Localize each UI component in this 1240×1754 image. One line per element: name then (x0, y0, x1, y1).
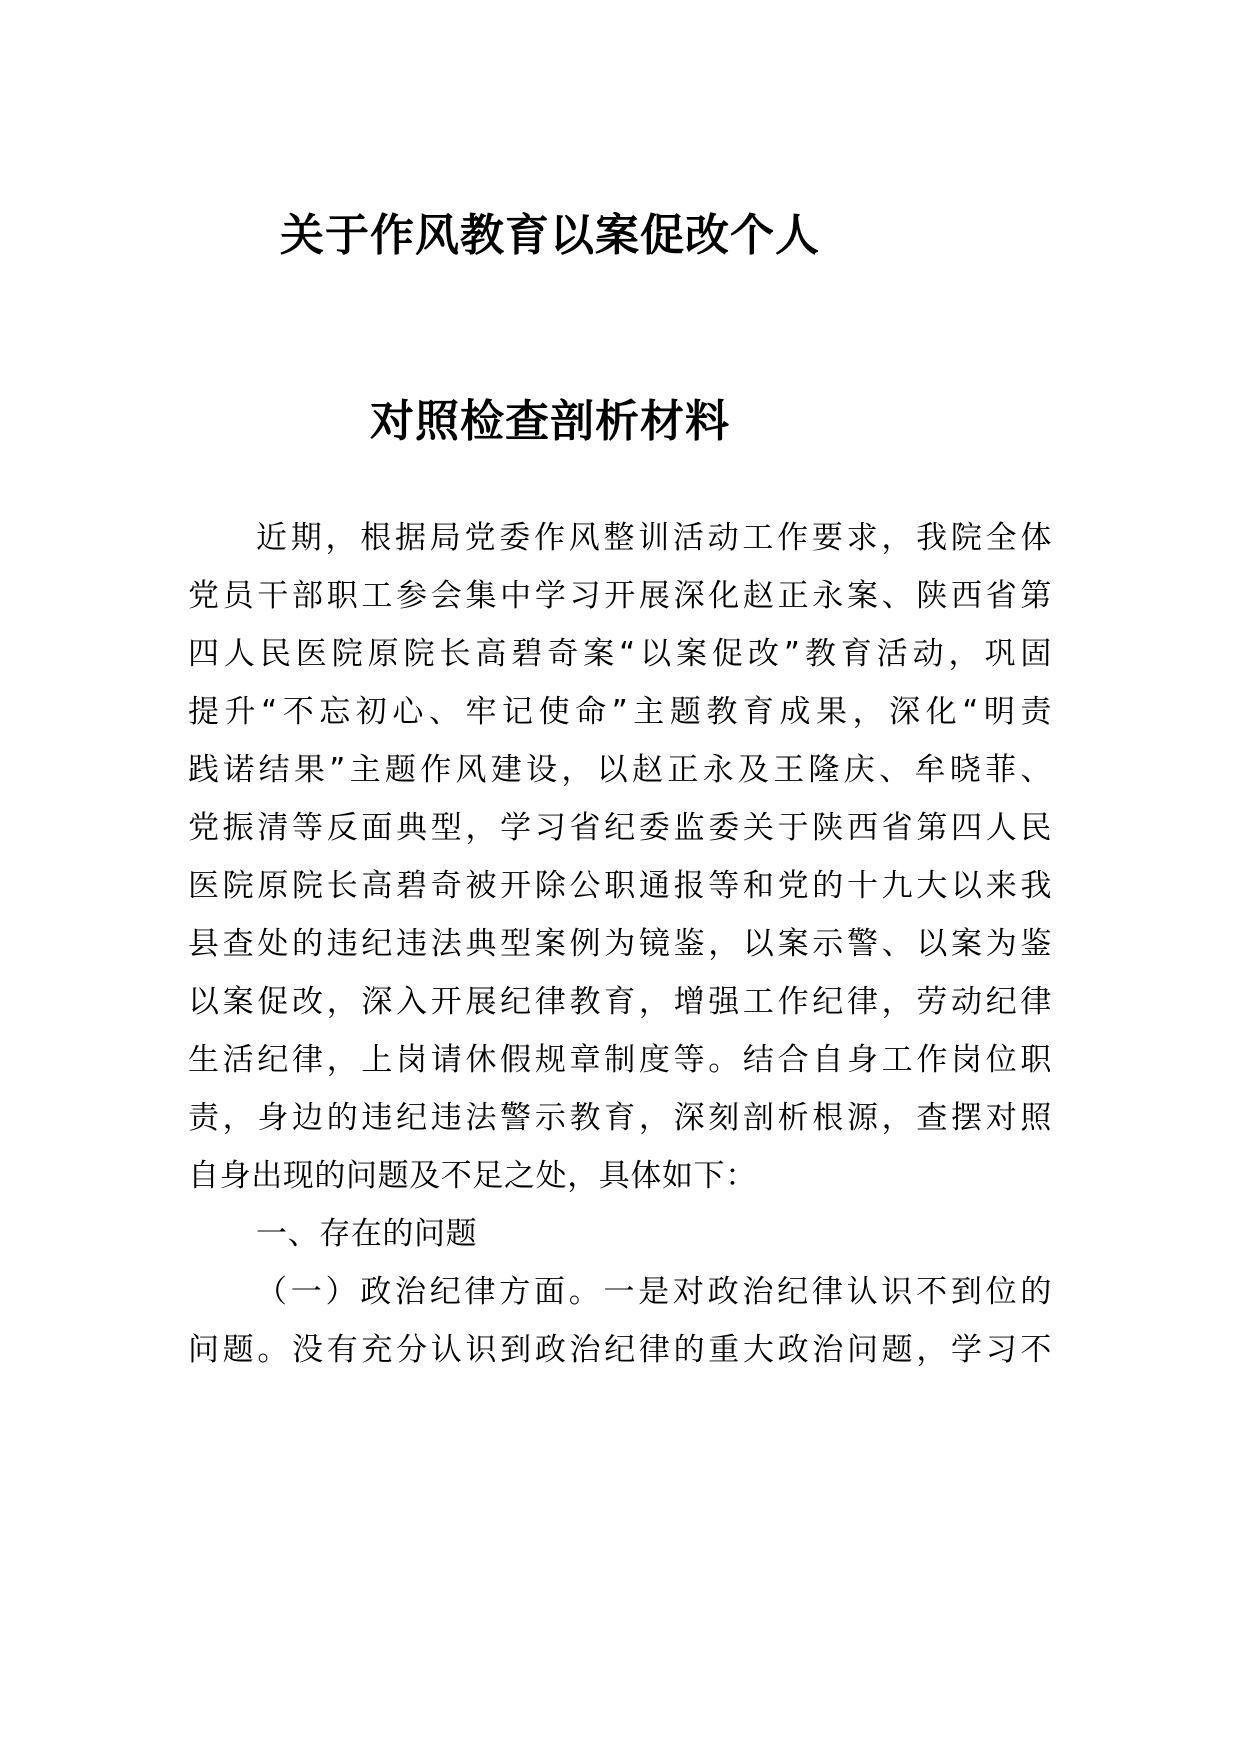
document-title-line-2: 对照检查剖析材料 (370, 396, 730, 447)
body-line: 党振清等反面典型，学习省纪委监委关于陕西省第四人民 (188, 810, 1052, 846)
subsection-line: （一）政治纪律方面。一是对政治纪律认识不到位的 (256, 1274, 1052, 1310)
body-line: 提升“不忘初心、牢记使命”主题教育成果，深化“明责 (188, 694, 1052, 730)
body-line: 党员干部职工参会集中学习开展深化赵正永案、陕西省第 (188, 578, 1052, 614)
body-line: 以案促改，深入开展纪律教育，增强工作纪律，劳动纪律 (188, 984, 1052, 1020)
body-line: 自身出现的问题及不足之处，具体如下： (188, 1158, 757, 1194)
body-line: 四人民医院原院长高碧奇案“以案促改”教育活动，巩固 (188, 636, 1052, 672)
body-line: 生活纪律，上岗请休假规章制度等。结合自身工作岗位职 (188, 1042, 1052, 1078)
body-line: 近期，根据局党委作风整训活动工作要求，我院全体 (256, 520, 1052, 556)
section-heading: 一、存在的问题 (256, 1216, 478, 1252)
body-line: 责，身边的违纪违法警示教育，深刻剖析根源，查摆对照 (188, 1100, 1052, 1136)
document-title-line-1: 关于作风教育以案促改个人 (280, 210, 820, 261)
subsection-line: 问题。没有充分认识到政治纪律的重大政治问题，学习不 (188, 1332, 1052, 1368)
body-line: 医院原院长高碧奇被开除公职通报等和党的十九大以来我 (188, 868, 1052, 904)
body-line: 践诺结果”主题作风建设，以赵正永及王隆庆、牟晓菲、 (188, 752, 1052, 788)
body-line: 县查处的违纪违法典型案例为镜鉴，以案示警、以案为鉴 (188, 926, 1052, 962)
